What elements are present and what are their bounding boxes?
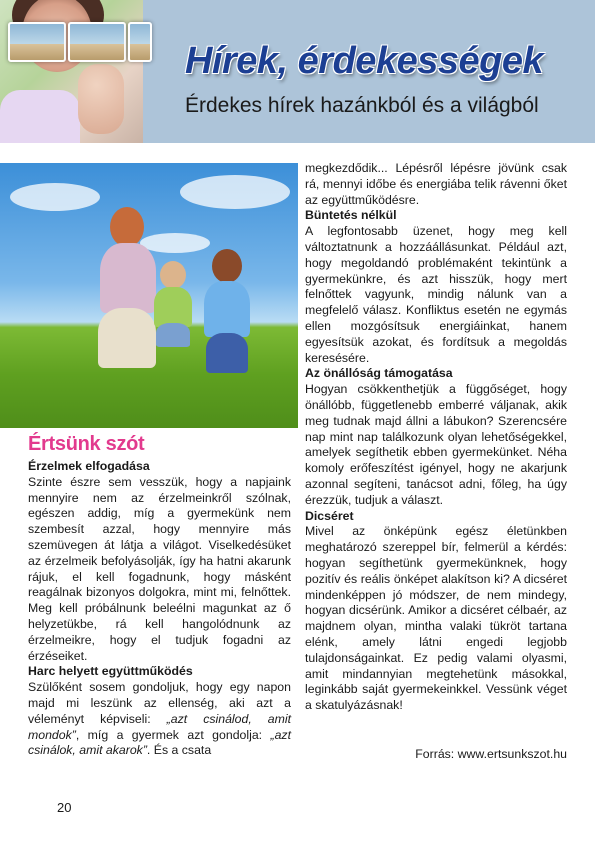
page-title: Hírek, érdekességek xyxy=(185,40,544,82)
paragraph: A legfontosabb üzenet, hogy meg kell változtatnunk a hozzáállásunkat. Például azt, hogy megoldandó problémaként tekintünk a gyermekünkre, és azt hisszük, hogy mert felnőttek vagyunk, mindig nálunk van a megfelelő válasz. Konfliktus esetén ne egymás ellen mozgósítsuk energiáinkat, hanem egyesítsük azokat, és fordítsuk a megoldás keresésére. xyxy=(305,224,567,365)
header-thumbnail-photo xyxy=(128,22,152,62)
page-number: 20 xyxy=(57,800,72,815)
quote: „azt csinálod, amit mondok” xyxy=(28,711,291,742)
quote: „azt csinálok, amit akarok” xyxy=(28,727,291,758)
article-column-left xyxy=(28,459,291,759)
source-credit: Forrás: www.ertsunkszot.hu xyxy=(415,747,567,761)
subheading: Dicséret xyxy=(305,508,354,523)
subheading: Harc helyett együttműködés xyxy=(28,664,193,679)
family-photo xyxy=(0,163,298,428)
subheading: Érzelmek elfogadása xyxy=(28,459,150,473)
paragraph: Hogyan csökkenthetjük a függőséget, hogy önállóbb, függetlenebb emberré váljanak, akik meg tudnak majd állni a lábukon? Szerencsére nap mint nap találkozunk olyan lehetőségekkel, amelyek segíthetik ebben gyermekünket. Néha komoly erőfeszítést igényel, hogy ne akarjunk azonnal segíteni, tanácsot adni, főleg, ha úgy érezzük, tudjuk a választ. xyxy=(305,382,567,507)
paragraph: Szülőként sosem gondoljuk, hogy egy napon majd mi leszünk az ellenség, aki azt a véleményt képviseli: „azt csinálod, amit mondok”, míg a gyermek azt gondolja: „azt csinálok, amit akarok”. És a csata xyxy=(28,680,291,758)
subheading: Büntetés nélkül xyxy=(305,208,397,223)
subheading: Az önállóság támogatása xyxy=(305,366,453,381)
section-title: Értsünk szót xyxy=(28,433,145,455)
paragraph: megkezdődik... Lépésről lépésre jövünk csak rá, mennyi időbe és energiába telik rávenni őket az együttműködésre. xyxy=(305,161,567,207)
header-thumbnail-photo xyxy=(68,22,126,62)
article-column-right xyxy=(305,161,567,714)
paragraph: Mivel az önképünk egész életünkben meghatározó szereppel bír, felmerül a kérdés: hogyan segíthetünk gyermekünknek, hogy pozitív és reális önképet alakítson ki? A dicséret mindenképpen jó módszer, de nem mindegy, hogyan dicsérünk. Amikor a dicséret célbaér, az majdnem olyan, mintha valaki tükröt tartana elénk, amely látni engedi legjobb tulajdonságainkat. Ez pedig valami olyasmi, amit mindannyian megtehetünk másokkal, leginkább saját gyermekeinkkel. Vessünk véget a skatulyázásnak! xyxy=(305,524,567,713)
page-header xyxy=(0,0,595,143)
paragraph: Szinte észre sem vesszük, hogy a napjaink mennyire nem az érzelmeinkről szólnak, egészen addig, míg a gyermekünk nem szembesít azzal, hogy mennyire más szemüvegen át látja a világot. Viselkedésüket az érzelmeik befolyásolják, így ha hatni akarunk rájuk, el kell fogadnunk, hogy másként reagálnak bizonyos dolgokra, mint mi, felnőttek. Meg kell próbálnunk beleélni magunkat az ő helyzetükbe, rá kell hangolódnunk az érzelmeikre, hogy el tudjuk fogadni az érzéseiket. xyxy=(28,474,291,663)
page-subtitle: Érdekes hírek hazánkból és a világból xyxy=(185,94,539,117)
header-thumbnail-photo xyxy=(8,22,66,62)
